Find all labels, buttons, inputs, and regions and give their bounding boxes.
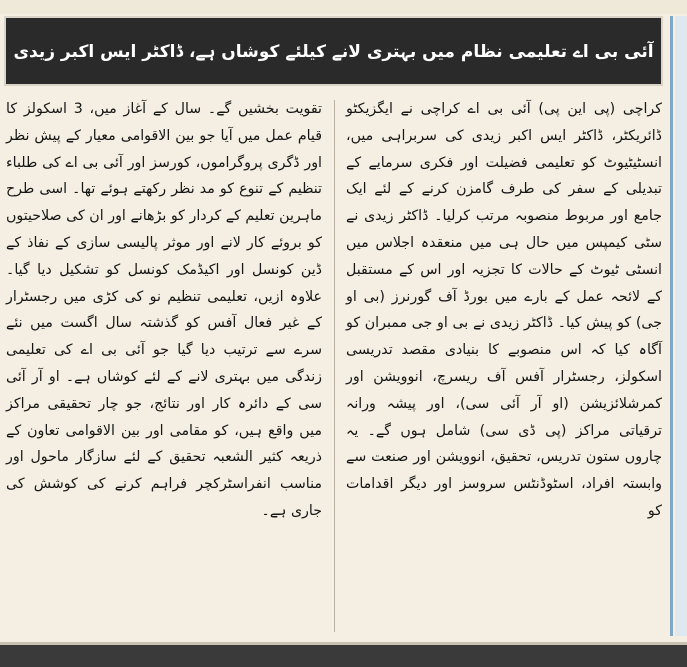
article-body xyxy=(6,96,662,636)
headline: آئی بی اے تعلیمی نظام میں بہتری لانے کیلئے کوشاں ہے، ڈاکٹر ایس اکبر زیدی xyxy=(13,41,654,62)
column-divider xyxy=(334,100,335,632)
article-column-right: کراچی (پی این پی) آئی بی اے کراچی نے ایگزیکٹو ڈائریکٹر، ڈاکٹر ایس اکبر زیدی کی سربراہی میں، انسٹیٹیوٹ کو تعلیمی فضیلت اور فکری سرمایے کے تبدیلی کے سفر کی طرف گامزن کرنے کے لئے ایک جامع اور مربوط منصوبہ مرتب کرلیا۔ ڈاکٹر زیدی نے سٹی کیمپس میں حال ہی میں منعقدہ اجلاس میں انسٹی ٹیوٹ کے حالات کا تجزیہ اور اس کے مستقبل کے لائحہ عمل کے بارے میں بورڈ آف گورنرز (بی او جی) کو پیش کیا۔ ڈاکٹر زیدی نے بی او جی ممبران کو آگاہ کیا کہ اس منصوبے کا بنیادی مقصد تدریسی اسکولز، رجسٹرار آفس آف ریسرچ، انوویشن اور کمرشلائزیشن (او آر آئی سی)، اور پیشہ ورانہ ترقیاتی مراکز (پی ڈی سی) شامل ہوں گے۔ یہ چاروں ستون تدریس، تحقیق، انوویشن اور صنعت سے وابستہ افراد، اسٹوڈنٹس سروسز اور دیگر اقدامات کو xyxy=(346,101,662,519)
side-band xyxy=(675,16,687,636)
headline-bar xyxy=(4,16,663,86)
next-article-strip xyxy=(0,642,687,667)
side-accent-rule xyxy=(670,16,673,636)
previous-article-strip xyxy=(0,0,687,14)
article-column-left: تقویت بخشیں گے۔ سال کے آغاز میں، 3 اسکولز کا قیام عمل میں آیا جو بین الاقوامی معیار کے پیش نظر اور ڈگری پروگراموں، کورسز اور آئی بی اے کی طلباء تنظیم کے تنوع کو مد نظر رکھتے ہوئے تھا۔ اسی طرح ماہرین تعلیم کے کردار کو بڑھانے اور ان کی صلاحیتوں کو بروئے کار لانے اور موثر پالیسی سازی کے نفاذ کے ڈین کونسل اور اکیڈمک کونسل کو تشکیل دیا گیا۔ علاوہ ازیں، تعلیمی تنظیم نو کی کڑی میں رجسٹرار کے غیر فعال آفس کو گذشتہ سال اگست میں نئے سرے سے ترتیب دیا گیا جو آئی بی اے کی تعلیمی زندگی میں بہتری لانے کے لئے کوشاں ہے۔ او آر آئی سی کے دائرہ کار اور نتائج، جو چار تحقیقی مراکز میں واقع ہیں، کو مقامی اور بین الاقوامی تعاون کے ذریعہ کثیر الشعبہ تحقیق کے لئے سازگار ماحول اور مناسب انفراسٹرکچر فراہم کرنے کی کوشش کی جاری ہے۔ xyxy=(6,101,322,519)
